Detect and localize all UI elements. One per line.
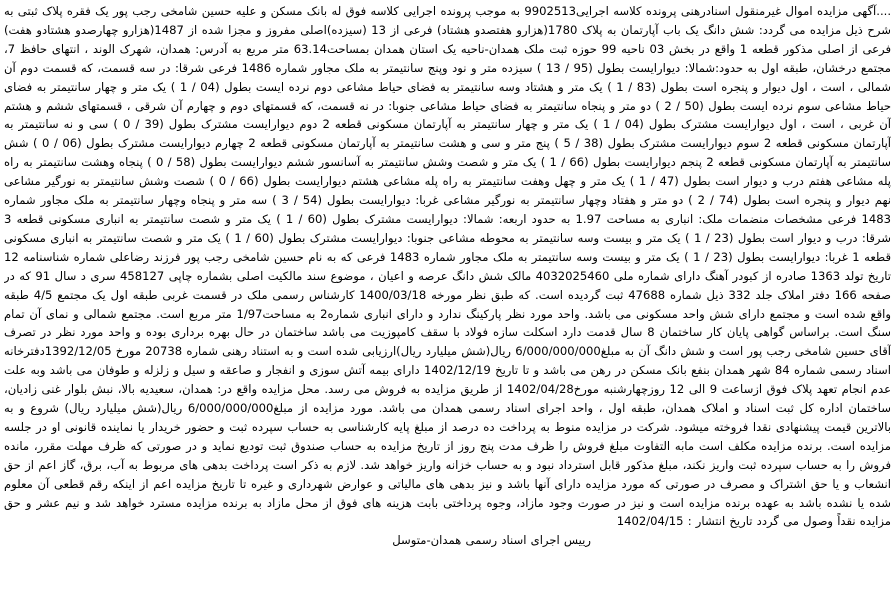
notice-body: ....آگهی مزایده اموال غیرمنقول اسنادرهنی پرونده کلاسه اجرایی9902513 به موجب پرونده اجرایی کلاسه فوق له بانک مسکن و علیه حسین شامخی رجب پور یک فقره پلاک ثبتی به شرح ذیل مزایده می گردد: شش دانگ یک باب آپارتمان به پلاک 1780(هزارو هفتصدو هشتاد) فرعی از 13 (سیزده)اصلی مفروز و مجزا شده از 1487(هزارو چهارصدو هشتادو هفت) فرعی از اصلی مذکور قطعه 1 واقع در بخش 03 ناحیه 99 حوزه ثبت ملک همدان-ناحیه یک استان همدان بمساحت63.14 متر مربع به آدرس: همدان، شهرک الوند ، انتهای حافظ 7، مجتمع درخشان، طبقه اول به حدود:شمالا: دیوارایست بطول (95 / 13 ) سیزده متر و نود وپنج سانتیمتر به ملک مجاور شماره 1486 فرعی شرقا: در سه قسمت، که قسمت دوم آن شمالی ، است ، اول دیوار و پنجره است بطول (83 / 1 ) یک متر و هشتاد وسه سانتیمتر به فضای حیاط مشاعی دوم نرده ایست بطول (04 / 1 ) یک متر و چهار سانتیمتر به فضای حیاط مشاعی سوم نرده ایست بطول (50 / 2 ) دو متر و پنجاه سانتیمتر به فضای حیاط مشاعی جنوبا: در نه قسمت، که قسمتهای دوم و چهارم آن شرقی ، قسمتهای ششم و هشتم آن غربی ، است ، اول دیوارایست مشترک بطول (04 / 1 ) یک متر و چهار سانتیمتر به آپارتمان مسکونی قطعه 2 دوم دیوارایست مشترک بطول (39 / 0 ) سی و نه سانتیمتر به آپارتمان مسکونی قطعه 2 سوم دیوارایست مشترک بطول (38 / 5 ) پنج متر و سی و هشت سانتیمتر به آپارتمان مسکونی قطعه 2 چهارم دیوارایست مشترک بطول (06 / 0 ) شش سانتیمتر به آپارتمان مسکونی قطعه 2 پنجم دیوارایست بطول (66 / 1 ) یک متر و شصت وشش سانتیمتر به آسانسور ششم دیوارایست بطول (58 / 0 ) پنجاه وهشت سانتیمتر به راه پله مشاعی هفتم درب و دیوار است بطول (47 / 1 ) یک متر و چهل وهفت سانتیمتر به راه پله مشاعی هشتم دیوارایست بطول (66 / 0 ) شصت وشش سانتیمتر به نورگیر مشاعی نهم دیوار و پنجره است بطول (74 / 2 ) دو متر و هفتاد وچهار سانتیمتر به نورگیر مشاعی غربا: دیوارایست بطول (54 / 3 ) سه متر و پنجاه وچهار سانتیمتر به ملک مجاور شماره 1483 فرعی مشخصات منضمات ملک: انباری به مساحت 1.97 به حدود اربعه: شمالا: دیوارایست مشترک بطول (60 / 1 ) یک متر و شصت سانتیمتر به انباری مسکونی قطعه 3 شرقا: درب و دیوار است بطول (23 / 1 ) یک متر و بیست وسه سانتیمتر به محوطه مشاعی جنوبا: دیوارایست مشترک بطول (60 / 1 ) یک متر و شصت سانتیمتر به انباری مسکونی قطعه 1 غربا: دیوارایست بطول (23 / 1 ) یک متر و بیست وسه سانتیمتر به ملک مجاور شماره 1483 فرعی که به نام حسین شامخی رجب پور فرزند رضاعلی شماره شناسنامه 12 تاریخ تولد 1363 صادره از کبودر آهنگ دارای شماره ملی 4032025460 مالک شش دانگ عرصه و اعیان ، موضوع سند مالکیت اصلی بشماره چاپی 458127 سری د سال 91 که در صفحه 166 دفتر املاک جلد 332 ذیل شماره 47688 ثبت گردیده است. که طبق نظر مورخه 1400/03/18 کارشناس رسمی ملک در قسمت غربی طبقه اول یک مجتمع 4/5 طبقه واقع شده است و مجتمع دارای شش واحد مسکونی می باشد. واحد مورد نظر پارکینگ ندارد و دارای انباری شماره2 به مساحت1/97 متر مربع است. مجتمع شمالی و نمای آن تمام سنگ است. براساس گواهی پایان کار ساختمان 8 سال قدمت دارد اسکلت سازه فولاد با سقف کامپوزیت می باشد ساختمان در حال بهره برداری بوده و واحد مورد نظر در تصرف آقای حسین شامخی رجب پور است و شش دانگ آن به مبلغ6/000/000/000 ریال(شش میلیارد ریال)ارزیابی شده است و به استناد رهنی شماره 20738 مورخ 1392/12/05دفترخانه اسناد رسمی شماره 84 شهر همدان بنفع بانک مسکن در رهن می باشد و تا تاریخ 1402/12/19 دارای بیمه آتش سوزی و انفجار و صاعقه و سیل و زلزله و طوفان می باشد وبه علت عدم انجام تعهد پلاک فوق ازساعت 9 الی 12 روزچهارشنبه مورخ1402/04/28 از طریق مزایده به فروش می رسد. محل مزایده واقع در: همدان، سعیدیه بالا، نبش بلوار غنی زادیان، ساختمان اداره کل ثبت اسناد و املاک همدان، طبقه اول ، واحد اجرای اسناد رسمی همدان می باشد. مورد مزایده از مبلغ6/000/000/000 ریال(شش میلیارد ریال) شروع و به بالاترین قیمت پیشنهادی نقدا فروخته میشود. شرکت در مزایده منوط به پرداخت ده درصد از مبلغ پایه کارشناسی به حساب سپرده ثبت و حضور خریدار یا نماینده قانونی او در جلسه مزایده است. برنده مزایده مکلف است مابه التفاوت مبلغ فروش را ظرف مدت پنج روز از تاریخ مزایده به حساب صندوق ثبت تودیع نماید و در صورتی که ظرف مهلت مقرر، مانده فروش را به حساب سپرده ثبت واریز نکند، مبلغ مذکور قابل استرداد نبود و به حساب خزانه واریز خواهد شد. لازم به ذکر است پرداخت بدهی های مربوط به آب، برق، گاز اعم از حق انشعاب و یا حق اشتراک و مصرف در صورتی که مورد مزایده دارای آنها باشد و نیز بدهی های مالیاتی و عوارض شهرداری و غیره تا تاریخ مزایده اعم از اینکه رقم قطعی آن معلوم شده یا نشده باشد به عهده برنده مزایده است و نیز در صورت وجود مازاد، وجوه پرداختی بابت هزینه های فوق از محل مازاد به برنده مزایده مسترد خواهد شد و نیم عشر و حق مزایده نقداً وصول می گردد تاریخ انتشار : 1402/04/15	[4, 4, 891, 529]
notice-signature: رییس اجرای اسناد رسمی همدان-متوسل	[392, 533, 591, 548]
auction-notice	[4, 2, 891, 589]
